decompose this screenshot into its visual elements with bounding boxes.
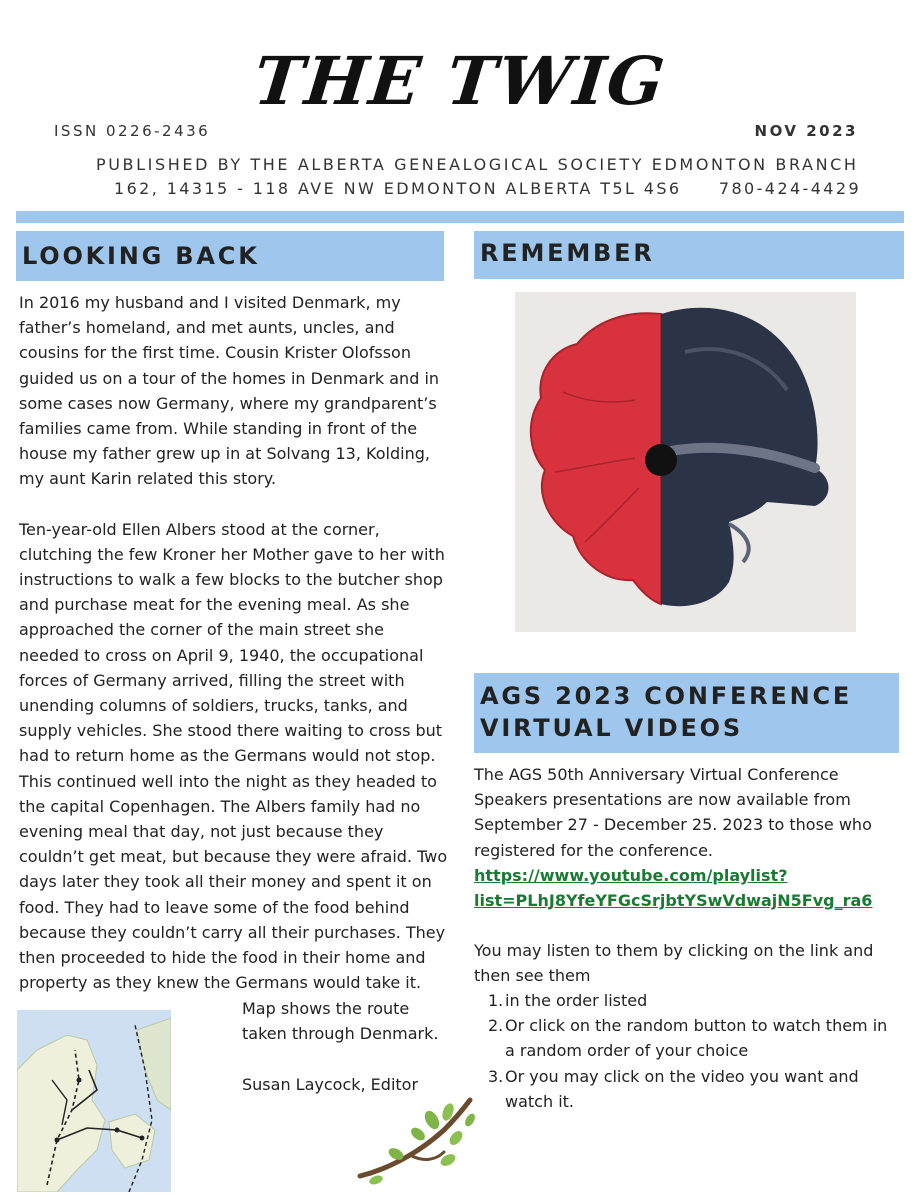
list-item (474, 1013, 899, 1063)
list-item-text: Or you may click on the video you want and watch it. (505, 1066, 859, 1111)
conference-heading-line1: AGS 2023 CONFERENCE (480, 682, 853, 710)
issn-number: ISSN 0226-2436 (54, 122, 211, 140)
list-item-text: Or click on the random button to watch them in a random order of your choice (505, 1016, 888, 1061)
conference-heading (474, 673, 899, 753)
address-line: 162, 14315 - 118 AVE NW EDMONTON ALBERTA T5L 4S6 780-424-4429 (114, 179, 862, 198)
list-number: 1. (488, 991, 504, 1010)
conference-playlist-link[interactable] (474, 863, 894, 913)
poppy-helmet-illustration (515, 292, 856, 632)
list-item (474, 988, 899, 1013)
list-item (474, 1064, 899, 1114)
denmark-route-map (17, 1010, 171, 1192)
masthead-divider (16, 211, 904, 223)
viewing-options-list (474, 988, 899, 1114)
looking-back-heading: LOOKING BACK (16, 231, 444, 281)
publisher-line: PUBLISHED BY THE ALBERTA GENEALOGICAL SOCIETY EDMONTON BRANCH (96, 155, 859, 174)
story-paragraph: In 2016 my husband and I visited Denmark, my father’s homeland, and met aunts, uncles, and cousins for the first time. Cousin Krister Olofsson guided us on a tour of the homes in Denmark and in some cases now Germany, where my grandparent’s families came from. While standing in front of the house my father grew up in at Solvang 13, Kolding, my aunt Karin related this story. (19, 293, 440, 489)
remember-heading: REMEMBER (474, 231, 904, 279)
looking-back-story (19, 290, 449, 995)
conference-intro: The AGS 50th Anniversary Virtual Conference Speakers presentations are now available from September 27 - December 25. 2023 to those who registered for the conference. (474, 765, 872, 860)
list-item-text: in the order listed (505, 991, 648, 1010)
link-line-2[interactable]: list=PLhJ8YfeYFGcSrjbtYSwVdwajN5Fvg_ra6 (474, 891, 873, 910)
list-number: 3. (488, 1066, 504, 1086)
editor-signature: Susan Laycock, Editor (242, 1075, 419, 1094)
story-paragraph: Ten-year-old Ellen Albers stood at the corner, clutching the few Kroner her Mother gave to her with instructions to walk a few blocks to the butcher shop and purchase meat for the evening meal. As she approached the corner of the main street she needed to cross on April 9, 1940, the occupational forces of Germany arrived, filling the street with unending columns of soldiers, trucks, tanks, and supply vehicles. She stood there waiting to cross but had to return home as the Germans would not stop. This continued well into the night as they headed to the capital Copenhagen. The Albers family had no evening meal that day, not just because they couldn’t get meat, but because they were afraid. Two days later they took all their money and spent it on food. They had to leave some of the food behind because they couldn’t carry all their purchases. They then proceeded to hide the food in their home and property as they knew the Germans would take it. (19, 519, 448, 993)
issue-date: NOV 2023 (754, 122, 858, 140)
list-number: 2. (488, 1016, 504, 1036)
conference-instructions: You may listen to them by clicking on the link and then see them (474, 941, 874, 986)
masthead-title: THE TWIG (250, 42, 670, 120)
map-caption: Map shows the route taken through Denmark. (242, 999, 439, 1044)
twig-illustration (352, 1090, 482, 1192)
conference-heading-line2: VIRTUAL VIDEOS (480, 714, 743, 742)
twig-branch-icon (352, 1090, 482, 1192)
link-line-1[interactable]: https://www.youtube.com/playlist? (474, 866, 788, 885)
poppy-soldier-artwork (515, 292, 856, 632)
map-illustration (17, 1010, 171, 1192)
